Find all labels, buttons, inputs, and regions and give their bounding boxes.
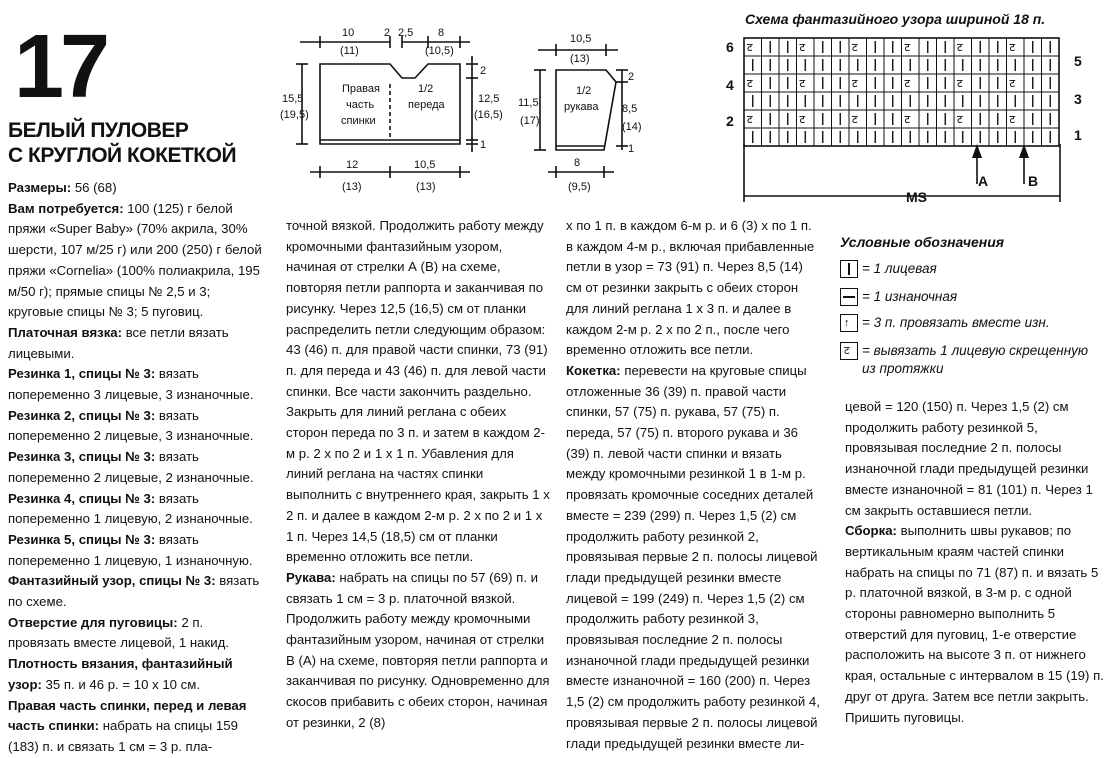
twisted-knit-icon: ट <box>747 78 753 90</box>
chart-title: Схема фантазийного узора шириной 18 п. <box>745 11 1046 27</box>
dim-label: 2,5 <box>398 27 414 39</box>
page-title <box>8 118 236 168</box>
dim-label: (16,5) <box>474 109 503 121</box>
stitch-chart <box>722 34 1112 206</box>
legend-item-cont: из протяжки <box>862 361 944 376</box>
dim-label: 8 <box>574 157 581 169</box>
dim-label: 10,5 <box>414 159 436 171</box>
chart-grid <box>744 38 1059 146</box>
paragraph: Кокетка: перевести на круговые спицы отложенные 36 (39) п. правой части спинки, 57 (75) п. рукава, 57 (75) п. переда, 57 (75) п. второго рукава и 36 (39) п. левой части спинки и вязать между кромочными резинкой 1 в 1-м р. провязать кромочные соседних деталей вместе = 239 (299) п. Через 1,5 (2) см продолжить работу резинкой 2, провязывая первые 2 п. полосы лицевой глади предыдущей резинки вместе лицевой = 199 (249) п. Через 1,5 (2) см продолжить работу резинкой 3, провязывая последние 2 п. полосы изнаночной глади предыдущей резинки вместе изнаночной = 160 (200) п. Через 1,5 (2) см продолжить работу резинкой 4, провязывая первые 2 п. полосы лицевой глади предыдущей резинки вместе ли- <box>566 362 820 751</box>
twisted-knit-icon: ट <box>1009 78 1016 90</box>
text-column-1 <box>8 178 262 758</box>
twisted-knit-icon: ट <box>799 114 806 126</box>
arrow-b-label: B <box>1028 173 1039 189</box>
purl3tog-symbol-icon: ↑ <box>840 314 858 332</box>
title-line-2: С КРУГЛОЙ КОКЕТКОЙ <box>8 144 237 167</box>
dim-label: (14) <box>622 121 642 133</box>
paragraph: х по 1 п. в каждом 6-м р. и 6 (3) х по 1 п. в каждом 4-м р., включая прибавленные петли в узор = 73 (91) п. Через 8,5 (14) см от резинки закрыть с обеих сторон для линий реглана 1 х 3 п. и далее в каждом 2-м р. 2 х по 2 п., после чего временно отложить все петли. <box>566 218 815 358</box>
paragraph: Фантазийный узор, спицы № 3: вязать по схеме. <box>8 573 260 610</box>
twisted-knit-icon: ट <box>799 42 806 54</box>
dim-label: 2 <box>628 71 635 83</box>
twisted-knit-icon: ट <box>957 78 963 90</box>
text-column-3 <box>566 216 821 754</box>
body-label: Правая <box>342 83 380 95</box>
dim-label: 2 <box>480 65 487 77</box>
body-label: 1/2 <box>418 83 434 95</box>
legend-item <box>840 314 1050 332</box>
dim-label: (13) <box>342 181 362 193</box>
twisted-knit-icon: ट <box>799 78 806 90</box>
paragraph: Платочная вязка: все петли вязать лицевыми. <box>8 324 229 361</box>
dim-label: 8 <box>438 27 445 39</box>
paragraph: Вам потребуется: 100 (125) г белой пряжи «Super Baby» (70% акрила, 30% шерсти, 107 м/25 г) или 200 (250) г белой пряжи «Cornelia» (100% полиакрила, 195 м/50 г); прямые спицы № 2,5 и 3; круговые спицы № 3; 5 пуговиц. <box>8 200 262 320</box>
dim-label: (17) <box>520 115 540 127</box>
paragraph: Размеры: 56 (68) <box>8 180 117 195</box>
paragraph: Резинка 1, спицы № 3: вязать попеременно 3 лицевые, 3 изнаночные. <box>8 366 254 403</box>
twisted-knit-icon: ट <box>852 42 858 54</box>
legend-text: = 3 п. провязать вместе изн. <box>862 315 1050 330</box>
body-label: переда <box>408 99 445 111</box>
dim-label: 11,5 <box>518 97 539 109</box>
legend-item <box>840 260 937 278</box>
twisted-knit-icon: ट <box>747 114 753 126</box>
legend-text: = 1 изнаночная <box>862 289 958 304</box>
dim-label: (13) <box>416 181 436 193</box>
dim-label: (9,5) <box>568 181 591 193</box>
twisted-knit-icon: ट <box>747 42 753 54</box>
pattern-number: 17 <box>14 17 107 117</box>
knit-symbol-icon <box>840 260 858 278</box>
paragraph: Сборка: выполнить швы рукавов; по вертикальным краям частей спинки набрать на спицы по 71 (87) п. и вязать 5 р. платочной вязкой, в 3-м р. с одной стороны равномерно выполнить 5 отверстий для пуговиц, 1-е отверстие расположить на высоте 3 п. от нижнего края, остальные с интервалом в 15 (19) п. друг от друга. Затем все петли закрыть. Пришить пуговицы. <box>845 523 1104 725</box>
text-column-2 <box>286 216 550 734</box>
paragraph: Правая часть спинки, перед и левая часть спинки: набрать на спицы 159 (183) п. и связать 1 см = 3 р. пла- <box>8 697 247 754</box>
legend-text: = 1 лицевая <box>862 261 937 276</box>
twisted-knit-icon: ट <box>904 114 911 126</box>
legend-title: Условные обозначения <box>840 234 1005 250</box>
sleeve-label: рукава <box>564 101 599 113</box>
body-label: спинки <box>341 115 376 127</box>
paragraph: Резинка 4, спицы № 3: вязать попеременно 1 лицевую, 2 изнаночные. <box>8 490 253 527</box>
title-line-1: БЕЛЫЙ ПУЛОВЕР <box>8 119 189 142</box>
dim-label: 12,5 <box>478 93 500 105</box>
twisted-knit-icon: ट <box>852 78 858 90</box>
paragraph: точной вязкой. Продолжить работу между кромочными фантазийным узором, начиная от стрелки А (В) на схеме, повторяя петли раппорта и заканчивая по рисунку. Через 12,5 (16,5) см от планки распределить петли следующим образом: 43 (46) п. для правой части спинки, 73 (91) п. для переда и 43 (46) п. для левой части спинки. Все части закончить раздельно. Закрыть для линий реглана с обеих сторон переда по 3 п. и затем в каждом 2-м р. 2 х по 2 и 1 х 1 п. Убавления для линий реглана на частях спинки выполнить с внутреннего края, закрыть 1 х 2 п. и далее в каждом 2-м р. 2 х по 2 и 1 х 1 п. Через 14,5 (18,5) см от планки временно отложить все петли. <box>286 218 550 565</box>
twisted-knit-icon: ट <box>1009 114 1016 126</box>
paragraph: Резинка 2, спицы № 3: вязать попеременно 2 лицевые, 3 изнаночные. <box>8 407 254 444</box>
sleeve-schematic <box>518 30 648 200</box>
twisted-knit-symbol-icon: ट <box>840 342 858 360</box>
ms-label: MS <box>906 189 927 205</box>
dim-label: (10,5) <box>425 45 454 57</box>
paragraph: Резинка 3, спицы № 3: вязать попеременно 2 лицевые, 2 изнаночные. <box>8 449 254 485</box>
dim-label: 15,5 <box>282 93 304 105</box>
legend-text: = вывязать 1 лицевую скрещенную <box>862 343 1089 358</box>
dim-label: 1 <box>480 139 487 151</box>
paragraph: Плотность вязания, фантазийный узор: 35 п. и 46 р. = 10 x 10 см. <box>8 656 233 692</box>
row-number: 2 <box>726 113 734 129</box>
twisted-knit-icon: ट <box>904 78 911 90</box>
dim-label: 12 <box>346 159 359 171</box>
dim-label: 1 <box>628 143 635 155</box>
dim-label: (13) <box>570 53 590 65</box>
paragraph: цевой = 120 (150) п. Через 1,5 (2) см продолжить работу резинкой 5, провязывая последние 2 п. полосы изнаночной глади предыдущей резинки вместе изнаночной = 81 (101) п. Через 1 см закрыть оставшиеся петли. <box>845 399 1093 518</box>
row-number: 1 <box>1074 127 1082 143</box>
body-label: часть <box>346 99 375 111</box>
legend-item <box>840 342 1088 360</box>
paragraph: Отверстие для пуговицы: 2 п. провязать вместе лицевой, 1 накид. <box>8 614 230 651</box>
dim-label: 8,5 <box>622 103 638 115</box>
row-number: 4 <box>726 77 734 93</box>
row-number: 5 <box>1074 53 1082 69</box>
twisted-knit-icon: ट <box>904 42 911 54</box>
dim-label: (11) <box>340 45 359 57</box>
row-number: 3 <box>1074 91 1082 107</box>
dim-label: 10 <box>342 27 355 39</box>
text-column-4 <box>845 397 1110 728</box>
twisted-knit-icon: ट <box>957 114 963 126</box>
purl-symbol-icon <box>840 288 858 306</box>
twisted-knit-icon: ट <box>1009 42 1016 54</box>
arrow-a-label: A <box>978 173 989 189</box>
twisted-knit-icon: ट <box>852 114 858 126</box>
row-number: 6 <box>726 39 734 55</box>
twisted-knit-icon: ट <box>957 42 963 54</box>
dim-label: 2 <box>384 27 391 39</box>
legend-item <box>840 288 957 306</box>
paragraph: Резинка 5, спицы № 3: вязать попеременно 1 лицевую, 1 изнаночную. <box>8 531 253 568</box>
dim-label: 10,5 <box>570 33 592 45</box>
sleeve-label: 1/2 <box>576 85 592 97</box>
dim-label: (19,5) <box>280 109 309 121</box>
body-schematic <box>280 22 520 202</box>
paragraph: Рукава: набрать на спицы по 57 (69) п. и связать 1 см = 3 р. платочной вязкой. Продолжить работу между кромочными фантазийным узором, начиная от стрелки В (А) на схеме, повторяя петли раппорта и заканчивая по рисунку. Одновременно для скосов прибавить с обеих сторон, начиная от резинки, 2 (8) <box>286 569 550 730</box>
